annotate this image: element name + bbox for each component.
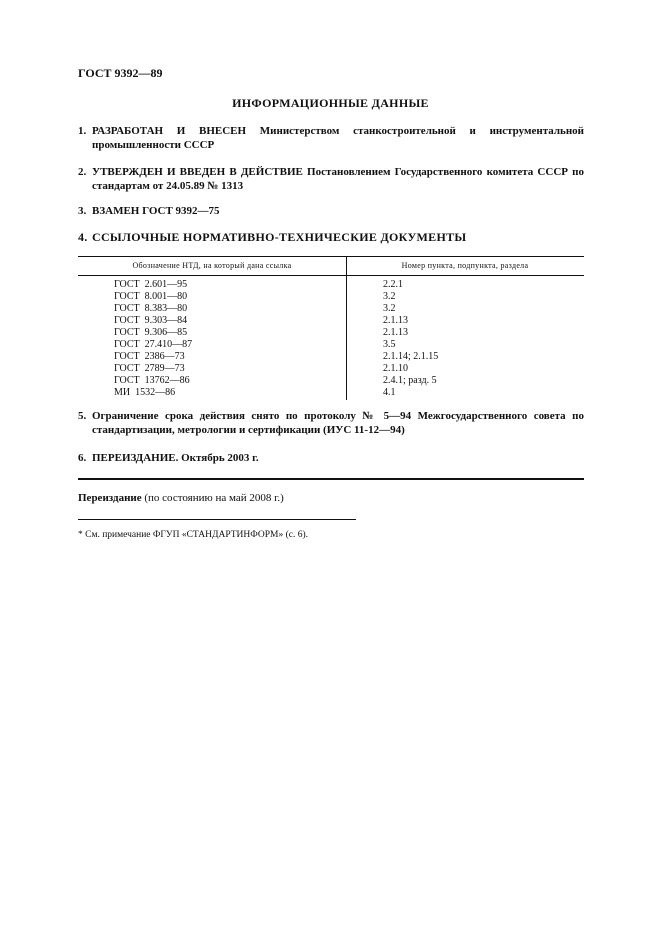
reprint-status: (по состоянию на май 2008 г.) [141, 492, 284, 504]
table-cell-clause: 3.2 [383, 303, 396, 314]
table-cell-clause: 2.2.1 [383, 279, 403, 290]
table-top-rule [78, 256, 584, 257]
table-cell-clause: 2.1.13 [383, 327, 408, 338]
table-cell-document: МИ 1532—86 [114, 387, 176, 398]
table-cell-clause: 2.1.14; 2.1.15 [383, 351, 439, 362]
footnote-rule [78, 519, 356, 520]
table-cell-clause: 2.1.10 [383, 363, 408, 374]
table-cell-document: ГОСТ 8.383—80 [114, 303, 188, 314]
section-divider [78, 478, 584, 480]
table-header-rule [78, 275, 584, 276]
table-column-divider [346, 256, 347, 400]
reprint-label: Переиздание [78, 492, 142, 504]
table-header-document: Обозначение НТД, на который дана ссылка [132, 261, 292, 270]
table-column-documents [114, 279, 192, 399]
reprint-note [78, 492, 284, 504]
table-cell-document: ГОСТ 2386—73 [114, 351, 185, 362]
table-cell-clause: 4.1 [383, 387, 396, 398]
references-table [78, 256, 584, 402]
item-body: Министерством станкостроительной и инструментальной промышленности СССР [92, 125, 584, 151]
item-number: 6. [78, 452, 87, 464]
table-cell-document: ГОСТ 27.410—87 [114, 339, 193, 350]
item-lead: РАЗРАБОТАН И ВНЕСЕН [92, 125, 247, 137]
info-item-1 [78, 124, 584, 152]
info-item-3 [78, 204, 584, 218]
table-cell-document: ГОСТ 2789—73 [114, 363, 185, 374]
table-cell-document: ГОСТ 2.601—95 [114, 279, 188, 290]
table-header-clause: Номер пункта, подпункта, раздела [401, 261, 529, 270]
table-cell-document: ГОСТ 8.001—80 [114, 291, 188, 302]
table-cell-clause: 3.5 [383, 339, 396, 350]
item-number: 1. [78, 125, 87, 137]
table-cell-document: ГОСТ 9.306—85 [114, 327, 188, 338]
item-number: 3. [78, 205, 87, 217]
item-lead: УТВЕРЖДЕН И ВВЕДЕН В ДЕЙСТВИЕ [92, 166, 303, 178]
item-lead: ПЕРЕИЗДАНИЕ. Октябрь 2003 г. [92, 452, 259, 464]
table-cell-clause: 2.1.13 [383, 315, 408, 326]
item-number: 4. [78, 230, 88, 244]
section-heading: ИНФОРМАЦИОННЫЕ ДАННЫЕ [232, 96, 429, 110]
info-item-4 [78, 230, 584, 244]
document-code: ГОСТ 9392—89 [78, 66, 163, 80]
table-cell-document: ГОСТ 9.303—84 [114, 315, 188, 326]
table-cell-clause: 2.4.1; разд. 5 [383, 375, 437, 386]
info-item-2 [78, 165, 584, 193]
item-number: 5. [78, 410, 87, 422]
table-column-clauses [383, 279, 438, 399]
footnote: * См. примечание ФГУП «СТАНДАРТИНФОРМ» (с. 6). [78, 530, 309, 540]
item-number: 2. [78, 166, 87, 178]
info-item-6 [78, 451, 584, 465]
table-cell-document: ГОСТ 13762—86 [114, 375, 190, 386]
table-cell-clause: 3.2 [383, 291, 396, 302]
item-lead: ССЫЛОЧНЫЕ НОРМАТИВНО-ТЕХНИЧЕСКИЕ ДОКУМЕНТЫ [92, 230, 467, 244]
info-item-5 [78, 409, 584, 437]
item-body: Постановлением Государственного комитета СССР по стандартам от 24.05.89 № 1313 [92, 166, 585, 192]
item-lead: Ограничение срока действия снято по протоколу № 5—94 Межгосударственного совета по стандартизации, метрологии и сертификации (ИУС 11-12—94) [92, 410, 584, 436]
item-lead: ВЗАМЕН ГОСТ 9392—75 [92, 205, 220, 217]
